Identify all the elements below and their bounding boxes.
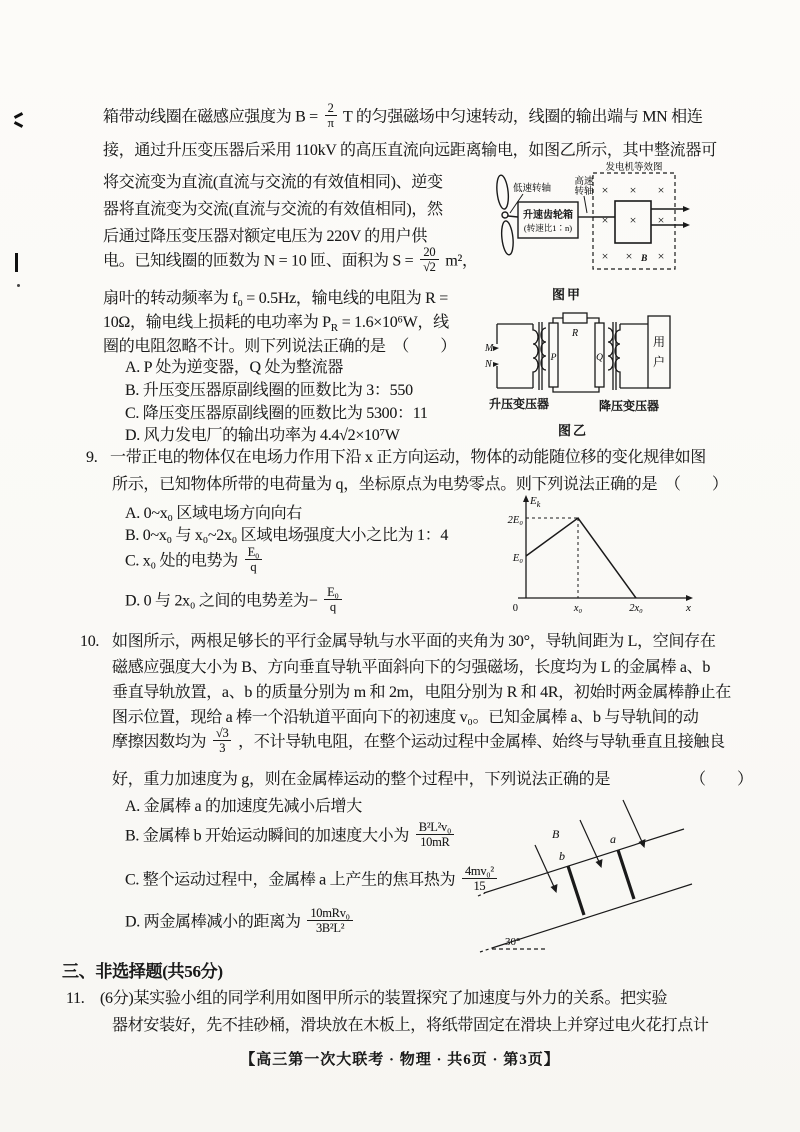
cross-icon: × [601,213,609,227]
q9-option-d [125,587,345,617]
q11-number: 11. [66,990,85,1007]
high-shaft-label-1: 高速 [574,177,594,187]
p-label: P [550,353,557,363]
fraction-denominator: q [250,560,257,575]
q9-option-b: B. 0~x₀ 与 x₀~2x₀ 区域电场强度大小之比为 1：4 [125,527,449,544]
y-axis-label [529,495,541,509]
terminal-n-label: N [485,359,492,370]
fraction-numerator: 4mv₀² [462,864,497,879]
arrowhead [683,206,690,212]
cross-icon: × [657,183,665,197]
q10-option-b [125,822,457,852]
transmission-wire-bottom [553,387,599,392]
q8-line-5: 后通过降压变压器对额定电压为 220V 的用户供 [103,228,428,245]
rod-a [618,850,634,899]
q-label: Q [596,353,603,363]
upper-rail [484,829,684,893]
q8-line-3: 将交流变为直流(直流与交流的有效值相同)、逆变 [103,174,443,191]
section-3-header: 三、非选择题(共56分) [62,962,223,981]
q10-line-5 [112,728,725,758]
x-tick-x0: x₀ [573,603,583,614]
y-label-E: E [530,495,537,507]
fraction-denominator: 3 [219,741,226,756]
terminal-m-arrow [493,346,499,351]
fraction-distance [307,906,352,936]
terminal-n-arrow [493,362,499,367]
arrowhead [551,884,558,893]
q10-line-4: 图示位置，现给 a 棒一个沿轨道平面向下的初速度 v₀。已知金属棒 a、b 与导轨间的动 [112,709,699,726]
q8-text: = 1.6×10⁶W，线 [338,314,449,331]
fraction-acceleration [416,820,454,850]
q10-option-a: A. 金属棒 a 的加速度先减小后增大 [125,798,362,815]
q11-line-1: (6分)某实验小组的同学利用如图甲所示的装置探究了加速度与外力的关系。把实验 [100,990,668,1007]
cross-icon: × [601,249,609,263]
q8-option-a: A. P 处为逆变器，Q 处为整流器 [125,359,344,376]
rod-b [568,866,584,915]
high-shaft-label-2: 转轴 [574,187,594,197]
q10-line-6: 好，重力加速度为 g，则在金属棒运动的整个过程中，下列说法正确的是 [112,771,611,788]
origin-label: 0 [512,603,518,614]
fraction-b-field [325,101,337,131]
fraction-numerator: E₀ [245,545,262,560]
q8-option-c: C. 降压变压器原副线圈的匝数比为 5300：11 [125,405,428,422]
q10-text: D. 两金属棒减小的距离为 [125,913,301,931]
x-axis-arrowhead [686,595,693,601]
lower-rail [492,884,692,948]
stepdown-primary-coil [608,328,613,370]
q10-text: 摩擦因数均为 [112,733,207,751]
q8-text: 箱带动线圈在磁感应强度为 B = [103,108,318,126]
figure-yi-caption: 图乙 [558,423,589,438]
q9-line-1: 一带正电的物体仅在电场力作用下沿 x 正方向运动，物体的动能随位移的变化规律如图 [110,449,707,466]
scan-artifact [17,284,20,287]
rod-a-label: a [610,832,616,846]
label-pointer-line [584,196,587,213]
cross-icon: × [601,183,609,197]
label-pointer-line [510,194,523,213]
arrowhead [596,859,603,868]
b-field-label: B [641,254,648,264]
transmission-wire-top [553,318,599,323]
fraction-numerator: E₀ [324,585,341,600]
q8-text: m²， [445,252,478,270]
figure-jia-wind-turbine [483,163,741,285]
low-shaft-label: 低速转轴 [513,184,552,194]
q8-line-9: 圈的电阻忽略不计。则下列说法正确的是 （ ） [103,338,457,355]
fraction-area [420,245,439,275]
low-speed-shaft-line [508,216,518,217]
field-arrow [623,800,643,844]
arrowhead [683,222,690,228]
y-tick-2E0: 2E₀ [507,515,523,526]
generator-label: 发电机等效图 [605,163,663,173]
energy-curve [526,518,636,598]
resistor-R [563,313,587,323]
source-loop-wires [497,324,533,388]
q9-text: C. x₀ 处的电势为 [125,552,238,570]
lower-rail-dashed-end [480,948,492,952]
stepdown-transformer-caption: 降压变压器 [599,399,660,413]
stepup-transformer-caption: 升压变压器 [489,397,550,411]
cross-icon: × [629,213,637,227]
user-box [648,316,670,388]
x-tick-2x0: 2x₀ [629,603,643,614]
q8-line-1 [103,103,703,133]
wind-turbine-blades [495,175,514,256]
q10-text: ，不计导轨电阻，在整个运动过程中金属棒、始终与导轨垂直且接触良 [238,733,725,751]
subscript-R: R [330,322,339,335]
q10-inclined-rails-figure [478,783,708,955]
scan-artifact [15,253,18,272]
fraction-numerator: √3 [213,726,232,741]
q9-text: D. 0 与 2x₀ 之间的电势差为− [125,592,318,610]
scan-artifact [14,121,23,128]
figure-yi-transformer-circuit [483,310,745,394]
x-axis-label: x [686,602,691,614]
q10-line-1: 如图所示，两根足够长的平行金属导轨与水平面的夹角为 30°，导轨间距为 L，空间存在 [112,633,716,650]
fraction-denominator: 3B²L² [315,921,345,936]
cross-icon: × [629,183,637,197]
fraction-numerator: 20 [420,245,439,260]
q8-line-2: 接，通过升压变压器后采用 110kV 的高压直流向远距离输电，如图乙所示，其中整流器可 [103,142,717,159]
cross-icon: × [657,249,665,263]
y-label-k: k [536,500,541,509]
field-arrow [535,845,555,889]
q11-line-2: 器材安装好，先不挂砂桶，滑块放在木板上，将纸带固定在滑块上并穿过电火花打点计 [112,1017,709,1034]
q10-text: B. 金属棒 b 开始运动瞬间的加速度大小为 [125,827,410,845]
field-arrow [580,820,600,864]
q9-number: 9. [86,449,98,466]
q9-option-a: A. 0~x₀ 区域电场方向向右 [125,505,302,522]
fraction-denominator: √2 [423,260,436,275]
fraction-denominator: 15 [473,879,486,894]
user-label-2: 户 [652,355,666,369]
fraction-potential-difference [324,585,341,615]
fraction-denominator: π [327,116,334,131]
q8-text: 10Ω，输电线上损耗的电功率为 P [103,314,331,331]
fraction-denominator: q [329,600,336,615]
field-cross-marks [602,183,665,263]
r-label: R [571,328,579,339]
q8-option-b: B. 升压变压器原副线圈的匝数比为 3：550 [125,382,413,399]
terminal-m-label: M [485,343,494,354]
load-wires [620,324,648,388]
angle-label: 30° [505,936,521,948]
q8-text: T 的匀强磁场中匀速转动，线圈的输出端与 MN 相连 [343,108,703,126]
fraction-numerator: 10mRv₀ [307,906,352,921]
page-footer: 【高三第一次大联考 · 物理 · 共6页 · 第3页】 [240,1052,560,1068]
cross-icon: × [625,249,633,263]
upper-rail-dashed-end [478,893,485,896]
rod-b-label: b [559,849,565,863]
user-label-1: 用 [652,335,666,349]
y-tick-E0: E₀ [512,553,523,564]
b-field-label: B [552,827,560,841]
q8-option-d: D. 风力发电厂的输出功率为 4.4√2×10⁷W [125,427,400,444]
cross-icon: × [657,213,665,227]
gearbox-label-1: 升速齿轮箱 [523,210,573,221]
q8-line-4: 器将直流变为交流(直流与交流的有效值相同)，然 [103,201,443,218]
q9-energy-graph [506,494,698,620]
fraction-potential [245,545,262,575]
fraction-numerator: B²L²v₀ [416,820,454,835]
q10-line-3: 垂直导轨放置，a、b 的质量分别为 m 和 2m，电阻分别为 R 和 4R，初始时两金属棒静止在 [112,684,731,701]
fraction-friction [213,726,232,756]
stepup-primary-coil [533,324,538,388]
scan-artifact [14,112,23,119]
q10-text: C. 整个运动过程中，金属棒 a 上产生的焦耳热为 [125,871,456,889]
q9-option-c [125,547,265,577]
fraction-denominator: 10mR [420,835,450,850]
q10-option-c [125,866,500,896]
q8-line-6 [103,247,478,277]
gearbox-label-2: (转速比1∶n) [523,223,573,233]
q9-line-2: 所示，已知物体所带的电荷量为 q，坐标原点为电势零点。则下列说法正确的是 （ ） [112,476,728,493]
q10-option-d [125,908,356,938]
fraction-numerator: 2 [325,101,337,116]
q10-line-2: 磁感应强度大小为 B、方向垂直导轨平面斜向下的匀强磁场，长度均为 L 的金属棒 a、b [112,659,711,676]
q10-number: 10. [80,633,100,650]
figure-jia-caption: 图甲 [552,287,583,302]
q8-line-7: 扇叶的转动频率为 f₀ = 0.5Hz，输电线的电阻为 R = [103,290,448,307]
q8-text: 电。已知线圈的匝数为 N = 10 匝、面积为 S = [103,252,414,270]
q10-answer-paren: （ ） [690,771,753,788]
y-axis-arrowhead [523,495,529,502]
